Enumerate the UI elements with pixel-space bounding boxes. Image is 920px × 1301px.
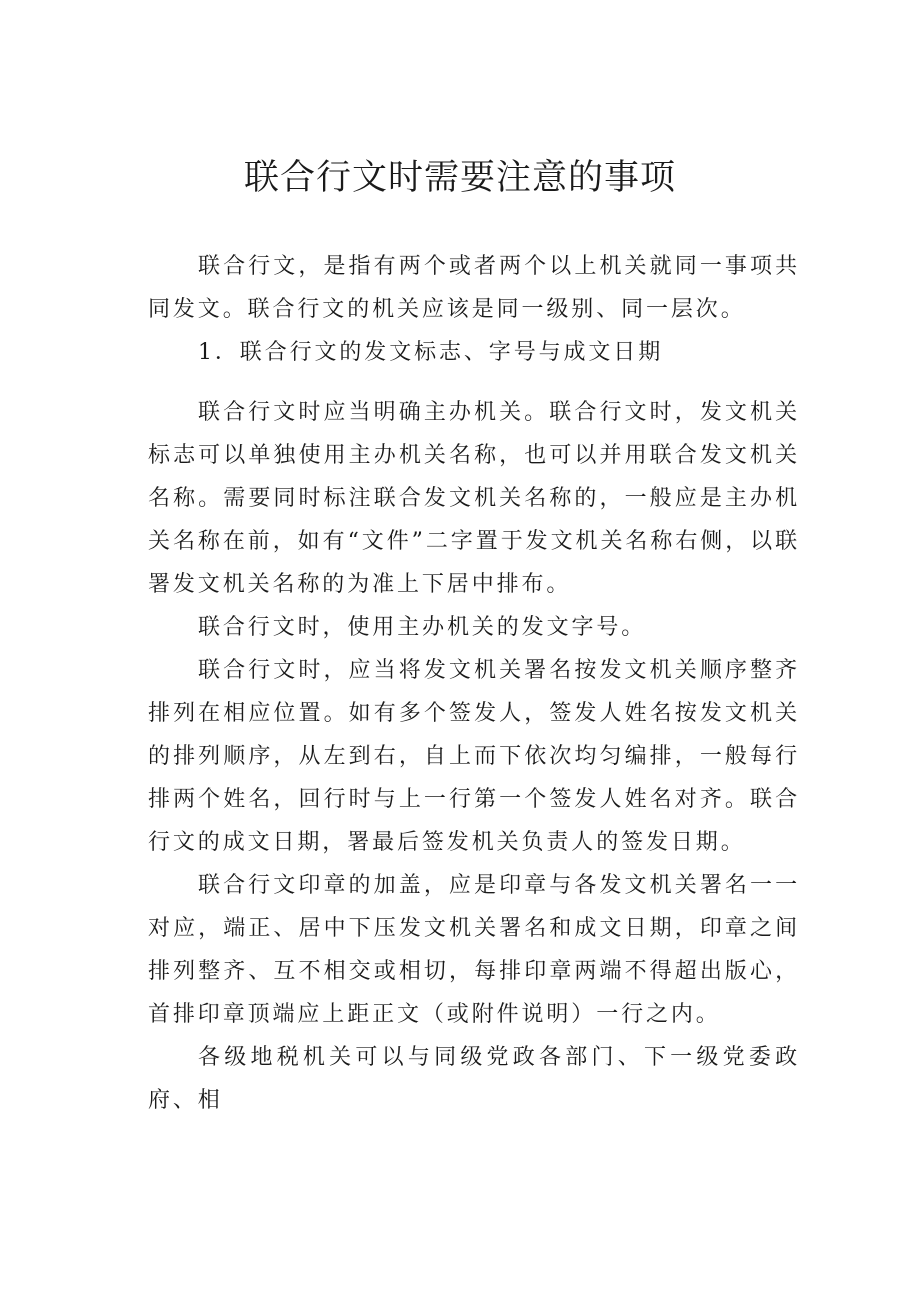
paragraph-tax-authorities: 各级地税机关可以与同级党政各部门、下一级党委政府、相 — [148, 1045, 800, 1113]
paragraph-definition: 联合行文，是指有两个或者两个以上机关就同一事项共同发文。联合行文的机关应该是同一级别、同一层次。 — [148, 254, 800, 322]
section-heading: 1．联合行文的发文标志、字号与成文日期 — [198, 340, 664, 365]
paragraph-signatures: 联合行文时，应当将发文机关署名按发文机关顺序整齐排列在相应位置。如有多个签发人，签发人姓名按发文机关的排列顺序，从左到右，自上而下依次均匀编排，一般每行排两个姓名，回行时与上一行第一个签发人姓名对齐。联合行文的成文日期，署最后签发机关负责人的签发日期。 — [148, 658, 800, 855]
paragraph-document-number: 联合行文时，使用主办机关的发文字号。 — [198, 615, 647, 640]
paragraph-seals: 联合行文印章的加盖，应是印章与各发文机关署名一一对应，端正、居中下压发文机关署名和成文日期，印章之间排列整齐、互不相交或相切，每排印章两端不得超出版心，首排印章顶端应上距正文（或附件说明）一行之内。 — [148, 873, 800, 1027]
document-body — [148, 245, 800, 1122]
document-title: 联合行文时需要注意的事项 — [243, 158, 676, 198]
paragraph-issuing-mark: 联合行文时应当明确主办机关。联合行文时，发文机关标志可以单独使用主办机关名称，也可以并用联合发文机关名称。需要同时标注联合发文机关名称的，一般应是主办机关名称在前，如有“文件”二字置于发文机关名称右侧，以联署发文机关名称的为准上下居中排布。 — [148, 400, 800, 597]
